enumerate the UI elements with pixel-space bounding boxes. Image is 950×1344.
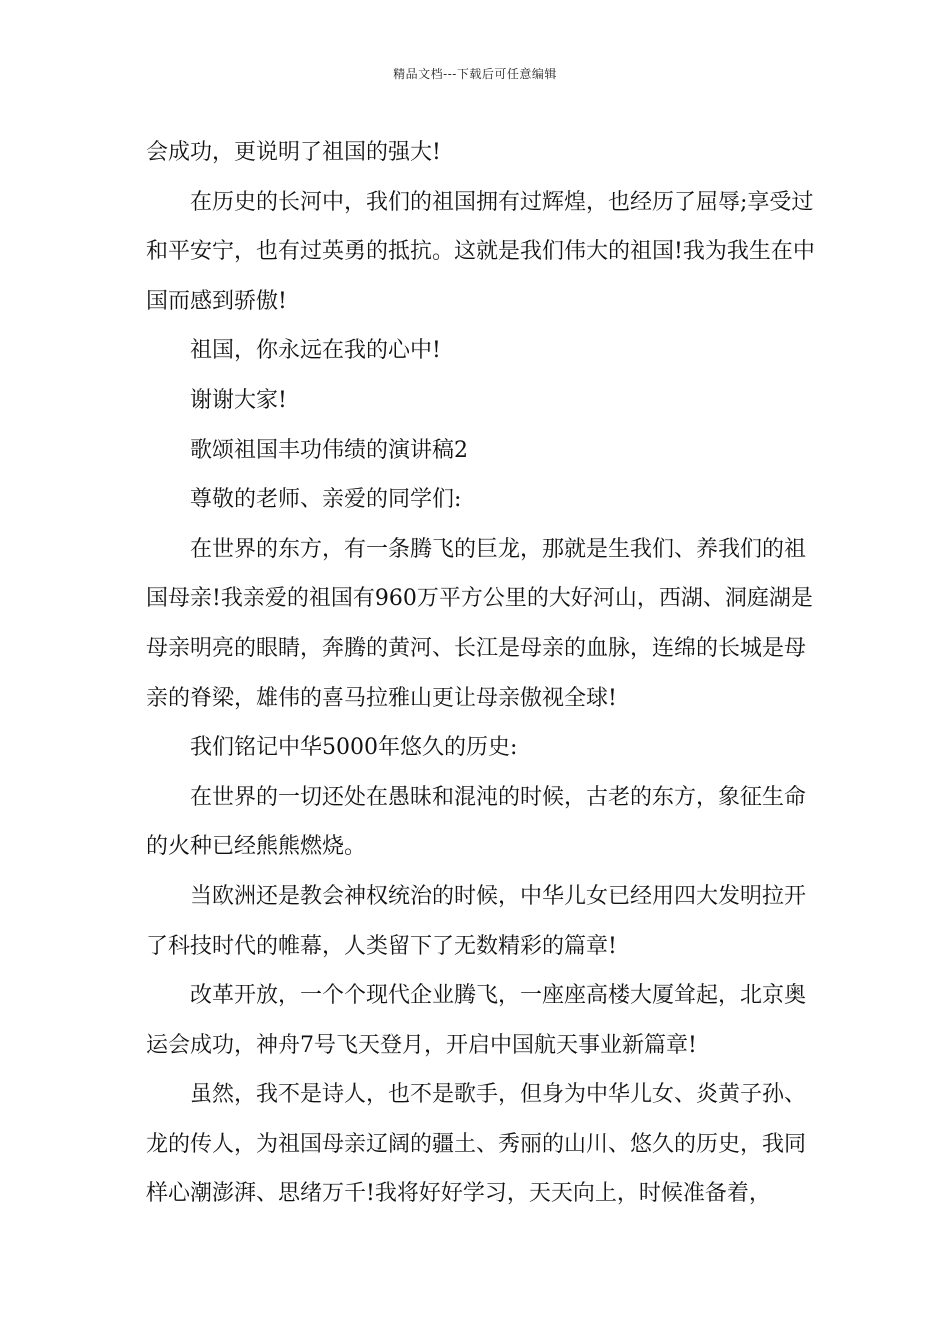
paragraph: 当欧洲还是教会神权统治的时候，中华儿女已经用四大发明拉开了科技时代的帷幕，人类留下了无数精彩的篇章! [146,883,807,959]
paragraph: 祖国，你永远在我的心中! [190,338,441,364]
paragraph: 在历史的长河中，我们的祖国拥有过辉煌，也经历了屈辱;享受过和平安宁，也有过英勇的抵抗。这就是我们伟大的祖国!我为我生在中国而感到骄傲! [146,189,815,314]
paragraph: 我们铭记中华5000年悠久的历史: [190,735,518,761]
page-header: 精品文档---下载后可任意编辑 [393,67,557,81]
paragraph: 谢谢大家! [190,387,287,413]
paragraph: 在世界的东方，有一条腾飞的巨龙，那就是生我们、养我们的祖国母亲!我亲爱的祖国有960万平方公里的大好河山，西湖、洞庭湖是母亲明亮的眼睛，奔腾的黄河、长江是母亲的血脉，连绵的长城是母亲的脊梁，雄伟的喜马拉雅山更让母亲傲视全球! [146,536,813,711]
section-title: 歌颂祖国丰功伟绩的演讲稿2 [190,437,468,463]
paragraph: 在世界的一切还处在愚昧和混沌的时候，古老的东方，象征生命的火种已经熊熊燃烧。 [146,784,807,860]
paragraph: 会成功，更说明了祖国的强大! [146,140,441,165]
paragraph: 虽然，我不是诗人，也不是歌手，但身为中华儿女、炎黄子孙、龙的传人，为祖国母亲辽阔的疆土、秀丽的山川、悠久的历史，我同样心潮澎湃、思绪万千!我将好好学习，天天向上，时候准备着， [146,1082,807,1207]
document-body [146,128,818,1219]
paragraph: 改革开放，一个个现代企业腾飞，一座座高楼大厦耸起，北京奥运会成功，神舟7号飞天登月，开启中国航天事业新篇章! [146,983,807,1058]
salutation: 尊敬的老师、亲爱的同学们: [190,487,462,513]
